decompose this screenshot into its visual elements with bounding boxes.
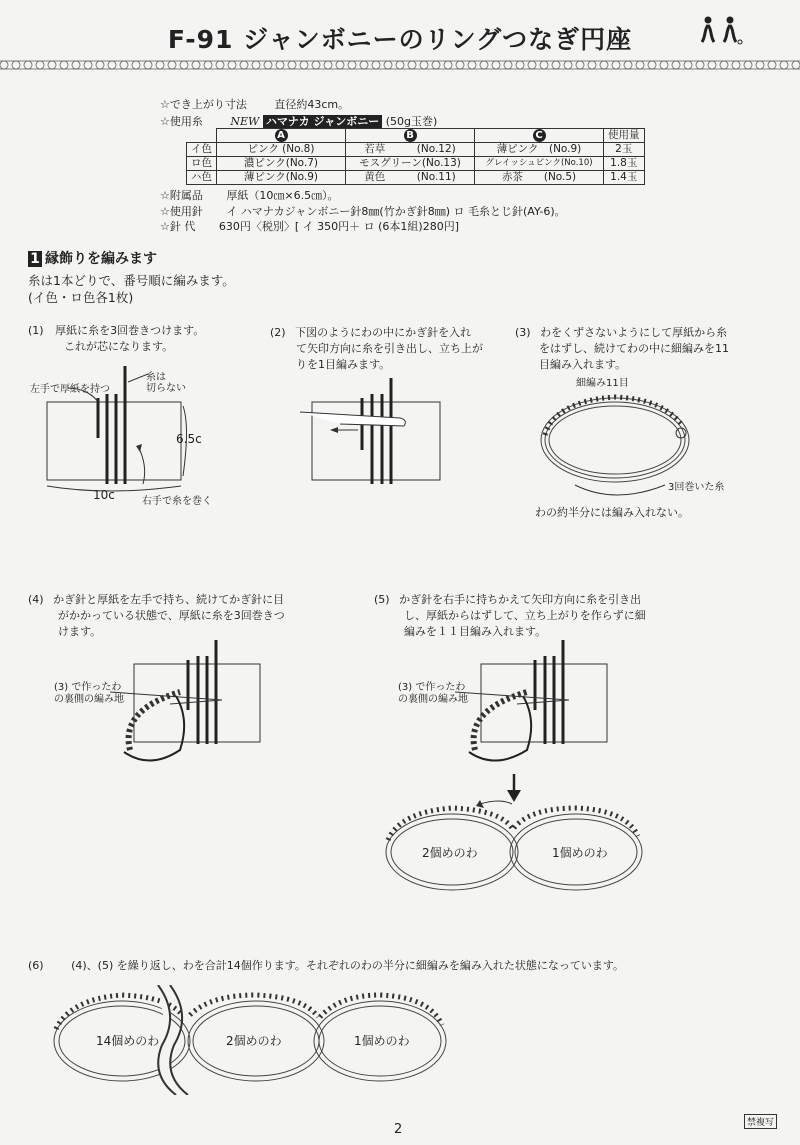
label-line: の裏側の編み地 (398, 694, 468, 705)
step-number: (1) (28, 324, 44, 337)
spec-size (160, 97, 349, 112)
spec-price-label: ☆針 代 (160, 220, 196, 233)
ring-label-1: 1個めのわ (552, 846, 608, 860)
table-row (187, 157, 645, 171)
step-line: かぎ針と厚紙を左手で持ち、続けてかぎ針に目 (53, 593, 285, 606)
step-2-diagram (300, 378, 450, 488)
step-line: りを1目編みます。 (296, 358, 391, 371)
spec-accessory (160, 188, 339, 203)
ring-label-14: 14個めのわ (96, 1034, 160, 1048)
cell: モスグリーン(No.13) (346, 157, 475, 171)
cell: 赤茶 (No.5) (475, 171, 604, 185)
spec-yarn-label: ☆使用糸 (160, 115, 203, 128)
label-height: 6.5c (176, 432, 202, 446)
step-6-text (28, 958, 624, 974)
spec-yarn (160, 114, 437, 129)
ring-label-2: 2個めのわ (226, 1034, 282, 1048)
step-number: (5) (374, 593, 390, 606)
row-label: ハ色 (187, 171, 217, 185)
step-2-text (270, 325, 483, 373)
cell: 1.8玉 (604, 157, 645, 171)
step-5-diagram (455, 640, 615, 775)
spec-needle-value: イ ハマナカジャンボニー針8㎜(竹かぎ針8㎜) ロ 毛糸とじ針(AY-6)。 (226, 205, 566, 218)
ring-label-2: 2個めのわ (422, 846, 478, 860)
section-heading (28, 248, 157, 268)
step-line: をはずし、続けてわの中に細編みを11 (539, 342, 729, 355)
section-desc-line: 糸は1本どりで、番号順に編みます。 (28, 273, 235, 288)
label-line: (3) で作ったわ (398, 682, 466, 693)
cell: 薄ピンク (No.9) (475, 143, 604, 157)
label-width: 10c (93, 488, 115, 502)
yarn-note: (50g玉巻) (385, 115, 438, 128)
spec-accessory-value: 厚紙（10㎝×6.5㎝）。 (226, 189, 339, 202)
step-number: (2) (270, 326, 286, 339)
table-row (187, 171, 645, 185)
cell: 1.4玉 (604, 171, 645, 185)
cell: 濃ピンク(No.7) (217, 157, 346, 171)
cell: 薄ピンク(No.9) (217, 171, 346, 185)
cell: 黄色 (No.11) (346, 171, 475, 185)
label-dont-cut (146, 372, 186, 394)
step-line: し、厚紙からはずして、立ち上がりを作らずに細 (404, 609, 646, 622)
ring-label-1: 1個めのわ (354, 1034, 410, 1048)
step-line: けます。 (58, 625, 102, 638)
label-line: 切らない (146, 383, 186, 394)
spec-size-label: ☆でき上がり寸法 (160, 98, 247, 111)
section-description (28, 272, 235, 306)
step-line: かぎ針を右手に持ちかえて矢印方向に糸を引き出 (399, 593, 642, 606)
cell: ピンク (No.8) (217, 143, 346, 157)
step-line: わをくずさないようにして厚紙から糸 (540, 326, 728, 339)
col-b: B (346, 129, 475, 143)
yarn-color-table (186, 128, 645, 185)
label-half-ring-note: わの約半分には編み入れない。 (535, 506, 689, 519)
label-line: 糸は (146, 372, 166, 383)
label-line: (3) で作ったわ (54, 682, 122, 693)
cell: 若草 (No.12) (346, 143, 475, 157)
col-c: C (475, 129, 604, 143)
section-number: 1 (28, 251, 42, 267)
col-usage: 使用量 (604, 129, 645, 143)
step-number: (3) (515, 326, 531, 339)
step-5-rings-diagram (380, 798, 652, 898)
yarn-brand: ハマナカ ジャンボニー (263, 115, 382, 128)
cell: 2玉 (604, 143, 645, 157)
step-1-text (28, 323, 204, 355)
yarn-prefix: NEW (230, 115, 260, 128)
label-wound-yarn: 3回巻いた糸 (668, 482, 725, 493)
step-number: (6) (28, 959, 44, 972)
spec-accessory-label: ☆附属品 (160, 189, 203, 202)
spec-size-value: 直径約43cm。 (274, 98, 350, 111)
step-line: これが芯になります。 (64, 340, 174, 353)
step-line: がかかっている状態で、厚紙に糸を3回巻きつ (58, 609, 285, 622)
spec-needle (160, 204, 566, 219)
copy-prohibited-stamp: 禁複写 (744, 1114, 777, 1129)
step-line: 編みを１１目編み入れます。 (404, 625, 547, 638)
label-back-fabric-5 (398, 682, 468, 706)
label-back-fabric-4 (54, 682, 124, 706)
label-single-crochet-11: 細編み11目 (576, 378, 629, 389)
step-line: て矢印方向に糸を引き出し、立ち上が (296, 342, 483, 355)
col-a: A (217, 129, 346, 143)
lace-border-divider (0, 58, 800, 72)
cell: グレイッシュピンク(No.10) (475, 157, 604, 171)
label-line: の裏側の編み地 (54, 694, 124, 705)
row-label: イ色 (187, 143, 217, 157)
page-title: F-91 ジャンボニーのリングつなぎ円座 (167, 25, 633, 54)
step-4-text (28, 592, 285, 640)
table-header-row (187, 129, 645, 143)
step-5-text (374, 592, 646, 640)
spec-price-value: 630円〈税別〉[ イ 350円＋ ロ (6本1組)280円] (218, 220, 459, 233)
section-desc-line: (イ色・ロ色各1枚) (28, 290, 134, 305)
step-line: 目編み入れます。 (539, 358, 627, 371)
table-row (187, 143, 645, 157)
brand-logo (692, 14, 748, 54)
step-number: (4) (28, 593, 44, 606)
label-right-hand: 右手で糸を巻く (142, 496, 212, 507)
label-left-hand: 左手で厚紙を持つ (30, 384, 110, 395)
row-label: ロ色 (187, 157, 217, 171)
step-4-diagram (110, 640, 270, 775)
step-line: (4)、(5) を繰り返し、わを合計14個作ります。それぞれのわの半分に細編みを編み入れた状態になっています。 (71, 959, 624, 972)
spec-needle-label: ☆使用針 (160, 205, 203, 218)
step-line: 厚紙に糸を3回巻きつけます。 (55, 324, 205, 337)
step-3-text (515, 325, 729, 373)
section-title: 縁飾りを編みます (45, 251, 157, 267)
step-line: 下図のようにわの中にかぎ針を入れ (295, 326, 472, 339)
page-number: 2 (394, 1122, 403, 1137)
spec-price (160, 219, 459, 234)
